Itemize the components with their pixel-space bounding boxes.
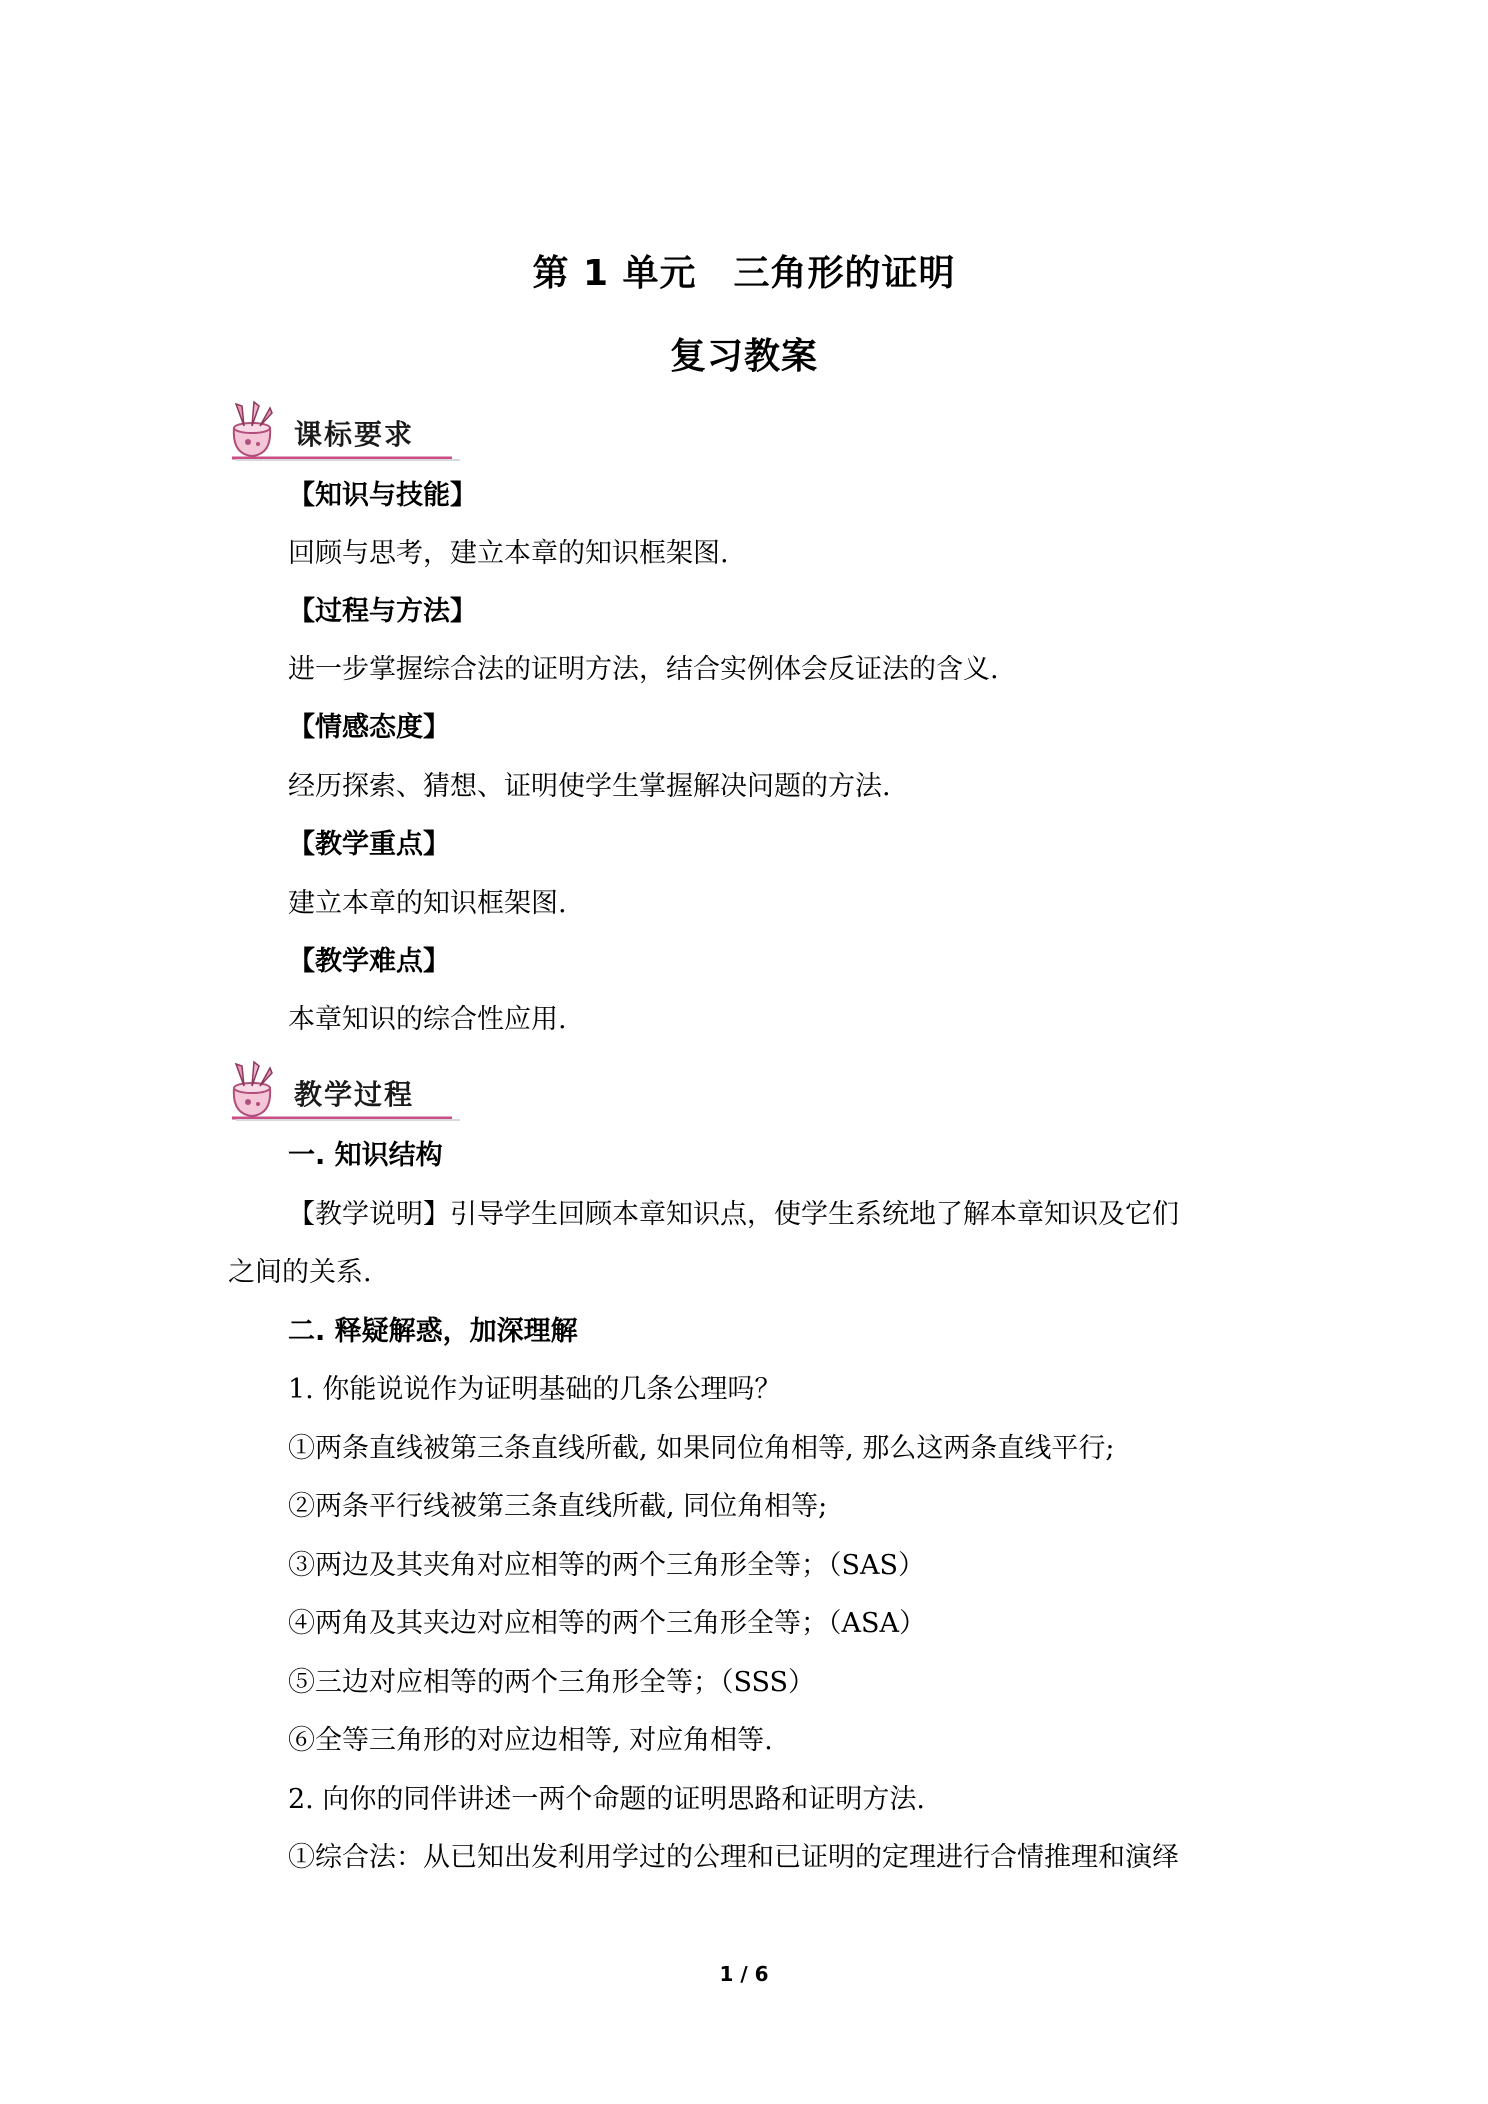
paragraph-process-methods: 进一步掌握综合法的证明方法，结合实例体会反证法的含义. bbox=[288, 654, 999, 685]
paragraph-difficulties: 本章知识的综合性应用. bbox=[288, 1004, 567, 1035]
paragraph-knowledge-skills: 回顾与思考，建立本章的知识框架图. bbox=[288, 538, 729, 569]
section-label-standards: 课标要求 bbox=[294, 418, 415, 451]
heading-difficulties: 【教学难点】 bbox=[288, 946, 450, 977]
axiom-2: ②两条平行线被第三条直线所截, 同位角相等; bbox=[288, 1491, 828, 1522]
axiom-1: ①两条直线被第三条直线所截, 如果同位角相等, 那么这两条直线平行; bbox=[288, 1433, 1115, 1464]
heading-attitude: 【情感态度】 bbox=[288, 712, 450, 743]
teaching-note-line-2: 之间的关系. bbox=[228, 1257, 372, 1288]
heading-key-points: 【教学重点】 bbox=[288, 829, 450, 860]
paragraph-key-points: 建立本章的知识框架图. bbox=[288, 888, 567, 919]
section-badge-standards bbox=[222, 400, 462, 464]
axiom-3: ③两边及其夹角对应相等的两个三角形全等；（SAS） bbox=[288, 1550, 925, 1581]
axiom-4: ④两角及其夹边对应相等的两个三角形全等；（ASA） bbox=[288, 1608, 926, 1639]
method-synthetic: ①综合法：从已知出发利用学过的公理和已证明的定理进行合情推理和演绎 bbox=[288, 1842, 1179, 1873]
heading-clarify-doubts: 二. 释疑解惑，加深理解 bbox=[288, 1316, 578, 1347]
question-2: 2. 向你的同伴讲述一两个命题的证明思路和证明方法. bbox=[288, 1784, 925, 1815]
document-title: 第 1 单元 三角形的证明 bbox=[532, 253, 956, 294]
axiom-5: ⑤三边对应相等的两个三角形全等；（SSS） bbox=[288, 1667, 816, 1698]
document-subtitle: 复习教案 bbox=[669, 336, 818, 377]
section-label-process: 教学过程 bbox=[294, 1078, 415, 1111]
section-badge-process bbox=[222, 1060, 462, 1124]
page-number: 1 / 6 bbox=[719, 1962, 769, 1986]
teaching-note-line-1: 【教学说明】引导学生回顾本章知识点，使学生系统地了解本章知识及它们 bbox=[288, 1199, 1179, 1230]
heading-knowledge-skills: 【知识与技能】 bbox=[288, 480, 477, 511]
paragraph-attitude: 经历探索、猜想、证明使学生掌握解决问题的方法. bbox=[288, 771, 891, 802]
heading-knowledge-structure: 一. 知识结构 bbox=[288, 1140, 443, 1171]
axiom-6: ⑥全等三角形的对应边相等, 对应角相等. bbox=[288, 1725, 773, 1756]
question-1: 1. 你能说说作为证明基础的几条公理吗？ bbox=[288, 1374, 782, 1405]
heading-process-methods: 【过程与方法】 bbox=[288, 596, 477, 627]
